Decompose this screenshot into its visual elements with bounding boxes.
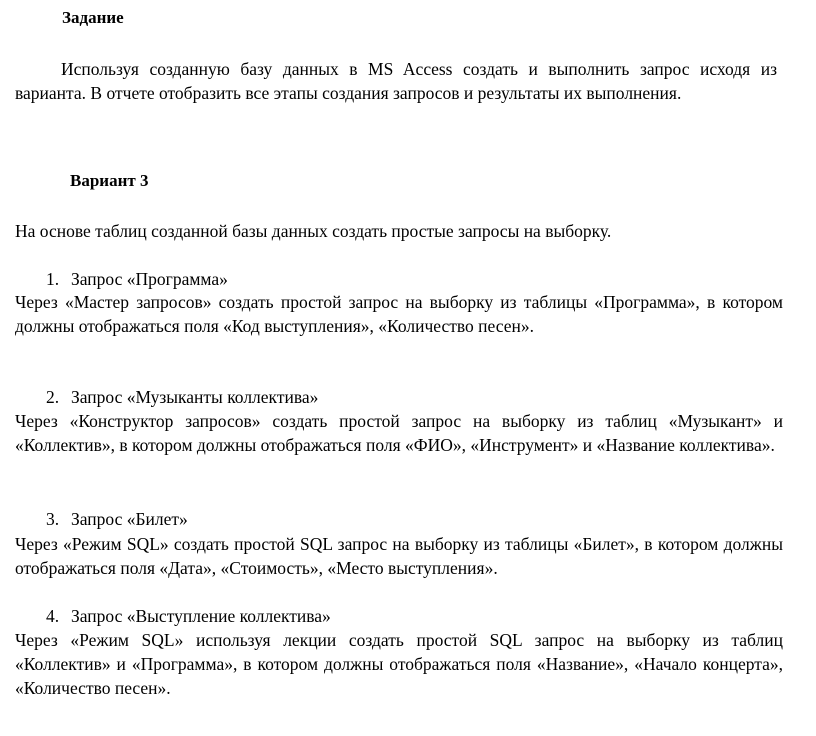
query-1-title — [46, 268, 228, 290]
variant-heading: Вариант 3 — [70, 171, 149, 190]
query-4-title-text: Запрос «Выступление коллектива» — [71, 606, 331, 626]
query-4-title — [46, 605, 331, 627]
query-1-number: 1. — [46, 269, 60, 289]
query-3-title-text: Запрос «Билет» — [71, 509, 188, 529]
query-4-description: Через «Режим SQL» используя лекции создать простой SQL запрос на выборку из таблиц «Коллектив» и «Программа», в котором должны отображаться поля «Название», «Начало концерта», «Количество песен». — [15, 630, 783, 698]
query-2-description: Через «Конструктор запросов» создать простой запрос на выборку из таблиц «Музыкант» и «Коллектив», в котором должны отображаться поля «ФИО», «Инструмент» и «Название коллектива». — [15, 411, 783, 455]
task-description: Используя созданную базу данных в MS Access создать и выполнить запрос исходя из варианта. В отчете отобразить все этапы создания запросов и результаты их выполнения. — [15, 59, 777, 103]
query-2-number: 2. — [46, 387, 60, 407]
query-4-number: 4. — [46, 606, 60, 626]
query-2-title-text: Запрос «Музыканты коллектива» — [71, 387, 319, 407]
query-1-title-text: Запрос «Программа» — [71, 269, 228, 289]
query-3-number: 3. — [46, 509, 60, 529]
query-3-description: Через «Режим SQL» создать простой SQL запрос на выборку из таблицы «Билет», в котором должны отображаться поля «Дата», «Стоимость», «Место выступления». — [15, 534, 783, 578]
query-3-title — [46, 508, 188, 530]
query-2-title — [46, 386, 318, 408]
task-heading: Задание — [62, 8, 124, 27]
variant-lead-text: На основе таблиц созданной базы данных создать простые запросы на выборку. — [15, 221, 612, 241]
query-1-description: Через «Мастер запросов» создать простой запрос на выборку из таблицы «Программа», в котором должны отображаться поля «Код выступления», «Количество песен». — [15, 292, 783, 336]
